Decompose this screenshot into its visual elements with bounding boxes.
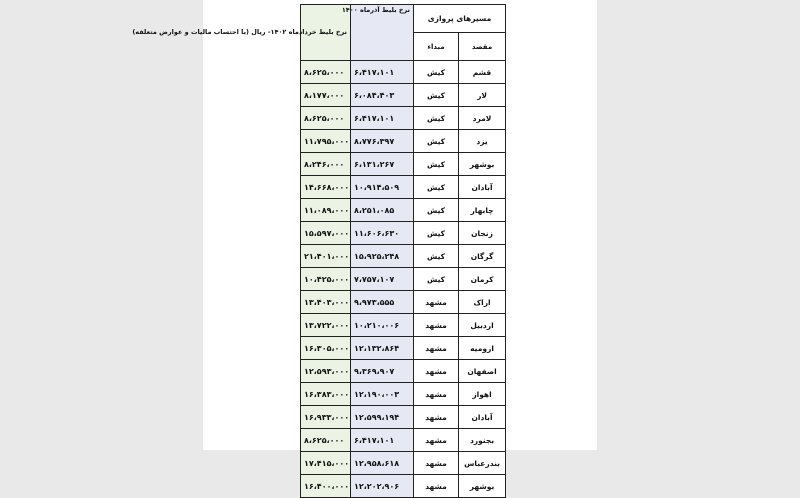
- price-1400-cell: ۶،۱۳۱،۲۶۷: [351, 153, 414, 176]
- origin-cell: کیش: [414, 199, 459, 222]
- destination-cell: اهواز: [459, 383, 506, 406]
- destination-cell: آبادان: [459, 406, 506, 429]
- price-1400-cell: ۷،۷۵۷،۱۰۷: [351, 268, 414, 291]
- table-row: [301, 314, 506, 337]
- origin-cell: کیش: [414, 130, 459, 153]
- table-row: [301, 383, 506, 406]
- price-1400-cell: ۱۱،۶۰۶،۶۳۰: [351, 222, 414, 245]
- destination-cell: لار: [459, 84, 506, 107]
- price-1400-cell: ۱۲،۱۳۲،۸۶۴: [351, 337, 414, 360]
- price-1400-cell: ۱۵،۹۲۵،۲۴۸: [351, 245, 414, 268]
- destination-cell: زنجان: [459, 222, 506, 245]
- price-1400-cell: ۸،۷۷۶،۳۹۷: [351, 130, 414, 153]
- destination-cell: بندرعباس: [459, 452, 506, 475]
- price-1400-cell: ۶،۴۱۷،۱۰۱: [351, 429, 414, 452]
- price-1400-cell: ۱۲،۹۵۸،۶۱۸: [351, 452, 414, 475]
- route-group-header: مسیرهای پروازی: [414, 5, 506, 33]
- price-1402-cell: ۱۴،۶۶۸،۰۰۰: [301, 176, 351, 199]
- price-1402-cell: ۱۶،۹۳۳،۰۰۰: [301, 406, 351, 429]
- price-1400-cell: ۹،۳۶۹،۹۰۷: [351, 360, 414, 383]
- destination-cell: لامرد: [459, 107, 506, 130]
- origin-cell: مشهد: [414, 383, 459, 406]
- price-1402-cell: ۲۱،۴۰۱،۰۰۰: [301, 245, 351, 268]
- table-row: [301, 107, 506, 130]
- origin-cell: کیش: [414, 61, 459, 84]
- destination-cell: اصفهان: [459, 360, 506, 383]
- table-row: [301, 406, 506, 429]
- price-1400-cell: ۶،۴۱۷،۱۰۱: [351, 61, 414, 84]
- price-1402-cell: ۱۱،۷۹۵،۰۰۰: [301, 130, 351, 153]
- price-1402-cell: ۸،۱۷۷،۰۰۰: [301, 84, 351, 107]
- price-1402-cell: ۱۲،۵۹۳،۰۰۰: [301, 360, 351, 383]
- destination-cell: کرمان: [459, 268, 506, 291]
- table-row: [301, 245, 506, 268]
- fare-table-body: [301, 61, 506, 498]
- destination-cell: ارومیه: [459, 337, 506, 360]
- price-1400-cell: ۱۲،۵۹۹،۱۹۴: [351, 406, 414, 429]
- price-1402-cell: ۸،۶۲۵،۰۰۰: [301, 107, 351, 130]
- table-row: [301, 475, 506, 498]
- origin-cell: کیش: [414, 176, 459, 199]
- origin-cell: مشهد: [414, 406, 459, 429]
- price-1402-cell: ۱۰،۴۲۵،۰۰۰: [301, 268, 351, 291]
- origin-cell: مشهد: [414, 475, 459, 498]
- table-row: [301, 291, 506, 314]
- destination-cell: بوشهر: [459, 475, 506, 498]
- table-row: [301, 84, 506, 107]
- price-1402-cell: ۱۳،۴۰۳،۰۰۰: [301, 291, 351, 314]
- origin-cell: کیش: [414, 153, 459, 176]
- document-page: [132, 0, 597, 491]
- price-1402-cell: ۱۵،۵۹۷،۰۰۰: [301, 222, 351, 245]
- origin-cell: کیش: [414, 107, 459, 130]
- destination-cell: چابهار: [459, 199, 506, 222]
- table-row: [301, 130, 506, 153]
- price-1400-cell: ۹،۹۷۳،۵۵۵: [351, 291, 414, 314]
- origin-cell: مشهد: [414, 452, 459, 475]
- destination-cell: آبادان: [459, 176, 506, 199]
- destination-cell: گرگان: [459, 245, 506, 268]
- origin-cell: کیش: [414, 84, 459, 107]
- header-row-1: [301, 5, 506, 33]
- price-1402-cell: ۱۶،۳۰۵،۰۰۰: [301, 337, 351, 360]
- price-1402-header: نرخ بلیط خردادماه ۱۴۰۲- ریال (با احتساب مالیات و عوارض متعلقه): [301, 5, 351, 61]
- price-1402-cell: ۱۶،۴۰۰،۰۰۰: [301, 475, 351, 498]
- price-1400-cell: ۶،۴۱۷،۱۰۱: [351, 107, 414, 130]
- price-1400-cell: ۸،۲۵۱،۰۸۵: [351, 199, 414, 222]
- price-1400-header: نرخ بلیط آذرماه ۱۴۰۰: [351, 5, 414, 61]
- price-1400-cell: ۱۰،۲۱۰،۰۰۶: [351, 314, 414, 337]
- table-row: [301, 429, 506, 452]
- price-1400-cell: ۱۲،۱۹۰،۰۰۳: [351, 383, 414, 406]
- origin-cell: کیش: [414, 222, 459, 245]
- price-1402-cell: ۸،۲۴۶،۰۰۰: [301, 153, 351, 176]
- origin-cell: مشهد: [414, 314, 459, 337]
- destination-header: مقصد: [459, 33, 506, 61]
- price-1400-cell: ۶،۰۸۴،۴۰۳: [351, 84, 414, 107]
- origin-cell: کیش: [414, 245, 459, 268]
- price-1402-cell: ۱۳،۷۲۲،۰۰۰: [301, 314, 351, 337]
- price-1400-cell: ۱۲،۲۰۲،۹۰۶: [351, 475, 414, 498]
- table-row: [301, 337, 506, 360]
- table-row: [301, 176, 506, 199]
- price-1402-cell: ۸،۶۲۵،۰۰۰: [301, 61, 351, 84]
- price-1402-cell: ۱۶،۳۸۳،۰۰۰: [301, 383, 351, 406]
- origin-cell: مشهد: [414, 337, 459, 360]
- table-row: [301, 222, 506, 245]
- table-row: [301, 153, 506, 176]
- price-1400-cell: ۱۰،۹۱۴،۵۰۹: [351, 176, 414, 199]
- origin-cell: مشهد: [414, 291, 459, 314]
- price-1402-cell: ۱۱،۰۸۹،۰۰۰: [301, 199, 351, 222]
- price-1402-cell: ۱۷،۴۱۵،۰۰۰: [301, 452, 351, 475]
- destination-cell: بوشهر: [459, 153, 506, 176]
- destination-cell: قشم: [459, 61, 506, 84]
- fare-table: [132, 4, 506, 498]
- destination-cell: اراک: [459, 291, 506, 314]
- destination-cell: اردبیل: [459, 314, 506, 337]
- table-row: [301, 268, 506, 291]
- table-row: [301, 452, 506, 475]
- table-row: [301, 360, 506, 383]
- destination-cell: بجنورد: [459, 429, 506, 452]
- origin-cell: مشهد: [414, 360, 459, 383]
- price-1402-cell: ۸،۶۲۵،۰۰۰: [301, 429, 351, 452]
- table-row: [301, 61, 506, 84]
- origin-header: مبداء: [414, 33, 459, 61]
- origin-cell: مشهد: [414, 429, 459, 452]
- origin-cell: کیش: [414, 268, 459, 291]
- table-row: [301, 199, 506, 222]
- destination-cell: یزد: [459, 130, 506, 153]
